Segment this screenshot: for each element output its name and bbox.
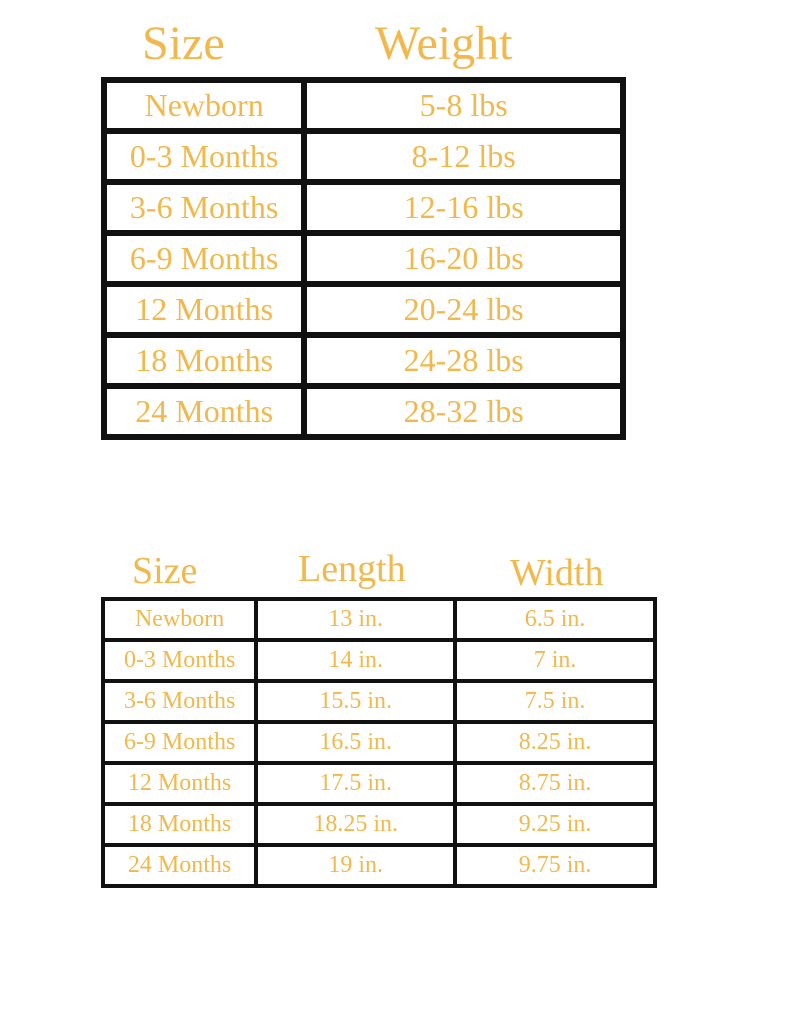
table-row [104, 80, 623, 131]
width-cell: 9.25 in. [455, 804, 655, 845]
size-cell: 24 Months [103, 845, 256, 886]
table-row [104, 131, 623, 182]
table-row [104, 284, 623, 335]
table-row [103, 599, 655, 640]
table-row [104, 335, 623, 386]
weight-cell: 16-20 lbs [304, 233, 623, 284]
weight-cell: 8-12 lbs [304, 131, 623, 182]
width-cell: 8.75 in. [455, 763, 655, 804]
size-cell: 3-6 Months [103, 681, 256, 722]
size-cell: 6-9 Months [104, 233, 304, 284]
weight-chart-table [101, 77, 626, 440]
width-cell: 9.75 in. [455, 845, 655, 886]
size-cell: 12 Months [103, 763, 256, 804]
size-cell: 18 Months [104, 335, 304, 386]
table-row [104, 233, 623, 284]
size-cell: 18 Months [103, 804, 256, 845]
weight-chart-header-size: Size [142, 17, 225, 70]
size-cell: 6-9 Months [103, 722, 256, 763]
weight-cell: 20-24 lbs [304, 284, 623, 335]
weight-chart-header-weight: Weight [375, 17, 513, 70]
length-cell: 13 in. [256, 599, 455, 640]
dimension-chart-table [101, 597, 657, 888]
width-cell: 6.5 in. [455, 599, 655, 640]
size-cell: 0-3 Months [104, 131, 304, 182]
size-cell: 3-6 Months [104, 182, 304, 233]
size-cell: Newborn [103, 599, 256, 640]
length-cell: 14 in. [256, 640, 455, 681]
table-row [103, 681, 655, 722]
length-cell: 17.5 in. [256, 763, 455, 804]
table-row [103, 804, 655, 845]
length-cell: 19 in. [256, 845, 455, 886]
size-cell: 24 Months [104, 386, 304, 437]
dimension-chart-header-length: Length [298, 548, 406, 590]
length-cell: 15.5 in. [256, 681, 455, 722]
size-cell: 0-3 Months [103, 640, 256, 681]
table-row [103, 763, 655, 804]
table-row [103, 845, 655, 886]
dimension-chart-header-size: Size [132, 550, 198, 592]
weight-cell: 24-28 lbs [304, 335, 623, 386]
table-row [103, 640, 655, 681]
width-cell: 7.5 in. [455, 681, 655, 722]
table-row [103, 722, 655, 763]
dimension-chart-header-width: Width [510, 552, 604, 594]
weight-cell: 12-16 lbs [304, 182, 623, 233]
weight-cell: 28-32 lbs [304, 386, 623, 437]
length-cell: 16.5 in. [256, 722, 455, 763]
table-row [104, 386, 623, 437]
width-cell: 8.25 in. [455, 722, 655, 763]
length-cell: 18.25 in. [256, 804, 455, 845]
table-row [104, 182, 623, 233]
size-cell: Newborn [104, 80, 304, 131]
width-cell: 7 in. [455, 640, 655, 681]
size-cell: 12 Months [104, 284, 304, 335]
weight-cell: 5-8 lbs [304, 80, 623, 131]
